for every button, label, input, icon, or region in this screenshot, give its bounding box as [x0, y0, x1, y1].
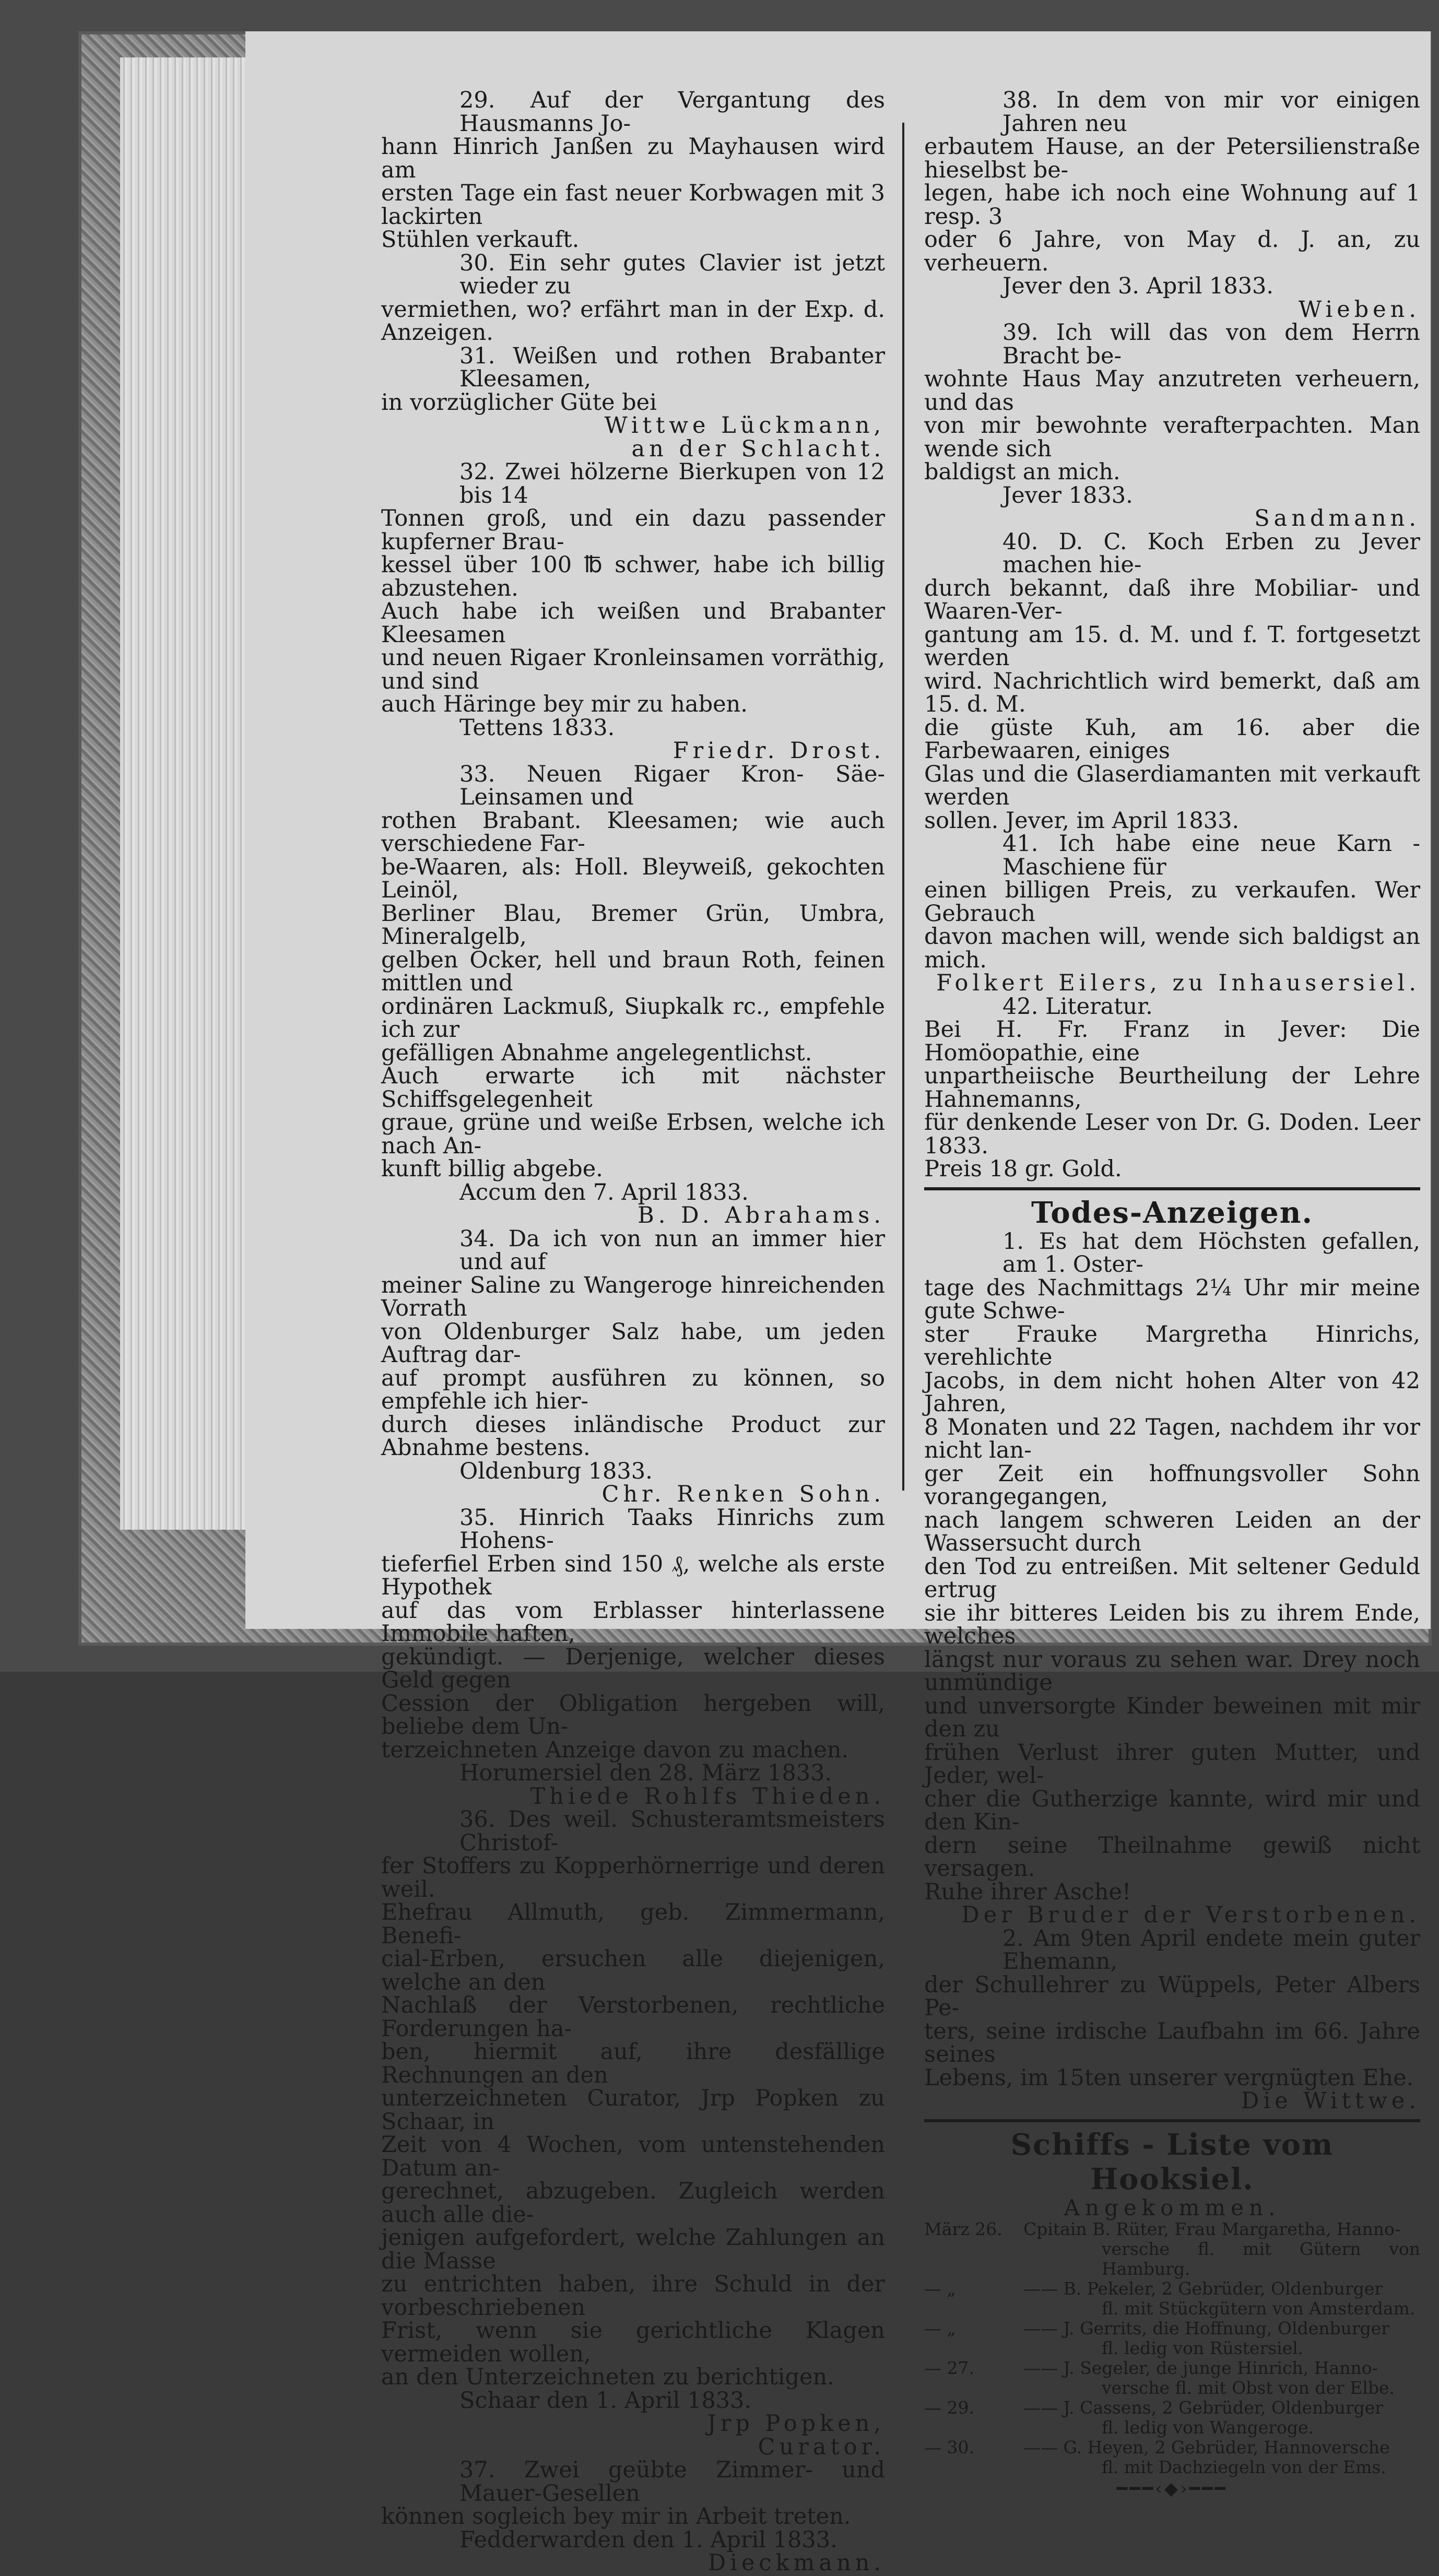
notice-line: Auch erwarte ich mit nächster Schiffsgelegenheit	[381, 1063, 885, 1113]
notice-line: sie ihr bitteres Leiden bis zu ihrem Ende, welches	[924, 1600, 1420, 1649]
notice-line: gefälligen Abnahme angelegentlichst.	[381, 1039, 812, 1066]
notice-line: Preis 18 gr. Gold.	[924, 1156, 1122, 1182]
notice-line: rothen Brabant. Kleesamen; wie auch verschiedene Far-	[381, 807, 885, 857]
notice-line: Frist, wenn sie gerichtliche Klagen vermeiden wollen,	[381, 2318, 885, 2367]
notice-line: unpartheiische Beurtheilung der Lehre Hahnemanns,	[924, 1063, 1420, 1113]
ship-entry-cont: fl. ledig von Rüstersiel.	[1102, 2338, 1304, 2358]
notice-line: gekündigt. — Derjenige, welcher dieses Geld gegen	[381, 1644, 885, 1693]
notice-line: ters, seine irdische Laufbahn im 66. Jahre seines	[924, 2018, 1420, 2067]
column-divider	[902, 123, 904, 1491]
notice-line: durch dieses inländische Product zur Abnahme bestens.	[381, 1411, 885, 1461]
notice-entry	[924, 832, 1420, 995]
notice-line: sollen. Jever, im April 1833.	[924, 807, 1240, 834]
ship-entry: Cpitain B. Rüter, Frau Margaretha, Hanno-	[1023, 2219, 1400, 2239]
notice-line: und neuen Rigaer Kronleinsamen vorräthig, und sind	[381, 645, 885, 694]
notice-line: Nachlaß der Verstorbenen, rechtliche Forderungen ha-	[381, 1992, 885, 2042]
signature: Die Wittwe.	[1241, 2088, 1420, 2114]
notice-line: von mir bewohnte verafterpachten. Man wende sich	[924, 412, 1420, 462]
notice-line: kunft billig abgebe.	[381, 1156, 603, 1182]
notice-line: 30. Ein sehr gutes Clavier ist jetzt wieder zu	[459, 250, 885, 299]
place-date: Oldenburg 1833.	[459, 1458, 653, 1484]
notice-line: Ruhe ihrer Asche!	[924, 1878, 1131, 1905]
notice-line: 29. Auf der Vergantung des Hausmanns Jo-	[459, 87, 885, 137]
ship-entry-cont: versche fl. mit Gütern von Hamburg.	[1102, 2239, 1420, 2279]
notice-line: 32. Zwei hölzerne Bierkupen von 12 bis 14	[459, 459, 885, 509]
notice-line: 39. Ich will das von dem Herrn Bracht be-	[1002, 320, 1420, 369]
ship-list	[924, 2219, 1420, 2477]
ship-list-heading: Schiffs - Liste vom Hooksiel.	[1010, 2127, 1334, 2196]
ship-date: März 26.	[924, 2219, 1002, 2239]
notice-line: Bei H. Fr. Franz in Jever: Die Homöopathie, eine	[924, 1017, 1420, 1066]
ship-entry: —— J. Segeler, de junge Hinrich, Hanno-	[1023, 2358, 1378, 2378]
notice-entry	[381, 763, 885, 1227]
ship-entry: —— J. Gerrits, die Hoffnung, Oldenburger	[1023, 2318, 1390, 2338]
notice-line: 42. Literatur.	[1002, 993, 1153, 1020]
notice-line: 34. Da ich von nun an immer hier und auf	[459, 1225, 885, 1275]
notice-line: 37. Zwei geübte Zimmer- und Mauer-Gesellen	[459, 2457, 885, 2507]
signature: Jrp Popken,	[707, 2410, 885, 2437]
notice-line: 2. Am 9ten April endete mein guter Ehemann,	[1002, 1925, 1420, 1975]
notice-line: Jacobs, in dem nicht hohen Alter von 42 Jahren,	[924, 1367, 1420, 1417]
notice-line: der Schullehrer zu Wüppels, Peter Albers Pe-	[924, 1971, 1420, 2021]
page-edges	[120, 57, 252, 1530]
ship-spacer	[924, 2418, 1023, 2438]
left-column	[381, 89, 885, 2575]
notice-line: ordinären Lackmuß, Siupkalk rc., empfehle ich zur	[381, 993, 885, 1043]
signature: Curator.	[758, 2433, 885, 2460]
notice-entry	[924, 89, 1420, 321]
notice-line: längst nur voraus zu sehen war. Drey noch unmündige	[924, 1646, 1420, 1696]
notice-entry	[381, 460, 885, 763]
notice-entry	[924, 1927, 1420, 2113]
notice-entry	[381, 1506, 885, 1809]
place-date: Fedderwarden den 1. April 1833.	[459, 2526, 838, 2553]
signature: Chr. Renken Sohn.	[601, 1481, 885, 1507]
notice-line: einen billigen Preis, zu verkaufen. Wer Gebrauch	[924, 877, 1420, 927]
notice-entry	[381, 89, 885, 252]
ship-spacer	[924, 2239, 1023, 2279]
notice-line: frühen Verlust ihrer guten Mutter, und Jeder, wel-	[924, 1739, 1420, 1789]
place-date: Jever 1833.	[1002, 482, 1133, 509]
notice-entry	[924, 530, 1420, 833]
signature: Wittwe Lückmann,	[604, 412, 885, 439]
notice-line: 31. Weißen und rothen Brabanter Kleesamen,	[459, 342, 885, 392]
ship-spacer	[924, 2378, 1023, 2398]
death-notices-heading: Todes-Anzeigen.	[1031, 1195, 1313, 1230]
notice-line: gantung am 15. d. M. und f. T. fortgesetzt werden	[924, 621, 1420, 671]
notice-line: jenigen aufgefordert, welche Zahlungen an die Masse	[381, 2225, 885, 2274]
notice-line: ersten Tage ein fast neuer Korbwagen mit 3 lackirten	[381, 180, 885, 230]
ship-spacer	[924, 2299, 1023, 2319]
notice-line: ster Frauke Margretha Hinrichs, verehlichte	[924, 1321, 1420, 1370]
notice-line: legen, habe ich noch eine Wohnung auf 1 resp. 3	[924, 180, 1420, 230]
place-date: Schaar den 1. April 1833.	[459, 2387, 752, 2414]
notice-entry	[381, 1808, 885, 2459]
ship-spacer	[924, 2457, 1023, 2477]
signature: Folkert Eilers, zu Inhausersiel.	[936, 970, 1420, 996]
notice-line: können sogleich bey mir in Arbeit treten.	[381, 2503, 851, 2530]
right-column	[924, 89, 1420, 2501]
notice-line: fer Stoffers zu Kopperhörnerrige und deren weil.	[381, 1853, 885, 1903]
notice-line: 41. Ich habe eine neue Karn - Maschiene für	[1002, 831, 1420, 880]
notice-line: tieferfiel Erben sind 150 ₰, welche als erste Hypothek	[381, 1551, 885, 1600]
notice-line: durch bekannt, daß ihre Mobiliar- und Waaren-Ver-	[924, 575, 1420, 624]
notice-line: 40. D. C. Koch Erben zu Jever machen hie-	[1002, 528, 1420, 578]
section-rule	[924, 2119, 1420, 2122]
ship-date: — „	[924, 2318, 956, 2338]
notice-entry	[381, 252, 885, 345]
place-date: Horumersiel den 28. März 1833.	[459, 1760, 832, 1786]
notice-entry	[924, 995, 1420, 1181]
notice-entry	[381, 2459, 885, 2575]
notice-line: wohnte Haus May anzutreten verheuern, und das	[924, 366, 1420, 416]
notice-line: in vorzüglicher Güte bei	[381, 389, 657, 416]
notice-line: nach langem schweren Leiden an der Wassersucht durch	[924, 1507, 1420, 1556]
signature: Dieckmann.	[707, 2550, 885, 2576]
ship-date: — 30.	[924, 2437, 974, 2457]
notice-line: für denkende Leser von Dr. G. Doden. Leer 1833.	[924, 1109, 1420, 1159]
notice-line: 38. In dem von mir vor einigen Jahren neu	[1002, 87, 1420, 137]
notice-line: zu entrichten haben, ihre Schuld in der vorbeschriebenen	[381, 2271, 885, 2321]
notice-line: Stühlen verkauft.	[381, 227, 580, 253]
notice-line: cial-Erben, ersuchen alle diejenigen, welche an den	[381, 1946, 885, 1995]
notice-line: 33. Neuen Rigaer Kron- Säe-Leinsamen und	[459, 761, 885, 810]
notice-entry	[381, 342, 885, 462]
notice-line: an den Unterzeichneten zu berichtigen.	[381, 2364, 834, 2390]
notice-line: dern seine Theilnahme gewiß nicht versagen.	[924, 1832, 1420, 1882]
notice-line: den Tod zu entreißen. Mit seltener Geduld ertrug	[924, 1553, 1420, 1603]
notice-line: auf das vom Erblasser hinterlassene Immobile haften,	[381, 1597, 885, 1647]
notice-line: be-Waaren, als: Holl. Bleyweiß, gekochten Leinöl,	[381, 854, 885, 903]
place-date: Jever den 3. April 1833.	[1002, 273, 1274, 299]
notice-line: baldigst an mich.	[924, 459, 1120, 485]
ship-date: — 27.	[924, 2358, 974, 2378]
notice-line: graue, grüne und weiße Erbsen, welche ich nach An-	[381, 1109, 885, 1159]
signature: Der Bruder der Verstorbenen.	[961, 1902, 1420, 1928]
notice-entry	[924, 1230, 1420, 1927]
notice-line: Tonnen groß, und ein dazu passender kupferner Brau-	[381, 505, 885, 555]
notice-line: tage des Nachmittags 2¼ Uhr mir meine gute Schwe-	[924, 1274, 1420, 1324]
notice-line: Cession der Obligation hergeben will, beliebe dem Un-	[381, 1690, 885, 1740]
notice-line: und unversorgte Kinder beweinen mit mir den zu	[924, 1693, 1420, 1742]
ship-date: — „	[924, 2278, 956, 2299]
signature: an der Schlacht.	[631, 435, 885, 462]
notice-line: unterzeichneten Curator, Jrp Popken zu Schaar, in	[381, 2085, 885, 2135]
notice-line: 1. Es hat dem Höchsten gefallen, am 1. Oster-	[1002, 1228, 1420, 1278]
section-rule	[924, 1187, 1420, 1190]
notice-entry	[381, 1227, 885, 1506]
notice-line: davon machen will, wende sich baldigst an mich.	[924, 924, 1420, 973]
place-date: Accum den 7. April 1833.	[459, 1179, 749, 1206]
ship-entry-cont: fl. mit Dachziegeln von der Ems.	[1102, 2457, 1386, 2477]
ship-list-subheading: Angekommen.	[1064, 2194, 1281, 2220]
end-ornament: ━━━‹◆›━━━	[1116, 2478, 1228, 2499]
notice-line: 8 Monaten und 22 Tagen, nachdem ihr vor nicht lan-	[924, 1414, 1420, 1463]
ship-entry-cont: versche fl. mit Obst von der Elbe.	[1102, 2378, 1395, 2398]
ship-entry-cont: fl. mit Stückgütern von Amsterdam.	[1102, 2298, 1416, 2319]
notice-line: Ehefrau Allmuth, geb. Zimmermann, Benefi-	[381, 1899, 885, 1949]
ship-entry: —— G. Heyen, 2 Gebrüder, Hannoversche	[1023, 2437, 1390, 2457]
signature: Wieben.	[1299, 296, 1420, 323]
signature: Friedr. Drost.	[673, 738, 885, 764]
notice-line: Zeit von 4 Wochen, vom untenstehenden Datum an-	[381, 2132, 885, 2181]
ship-entry-cont: fl. ledig von Wangeroge.	[1102, 2417, 1314, 2438]
ship-date: — 29.	[924, 2397, 974, 2418]
notice-line: terzeichneten Anzeige davon zu machen.	[381, 1736, 849, 1763]
notice-line: meiner Saline zu Wangeroge hinreichenden Vorrath	[381, 1272, 885, 1321]
notice-line: kessel über 100 ℔ schwer, habe ich billig abzustehen.	[381, 552, 885, 601]
notice-line: Glas und die Glaserdiamanten mit verkauft werden	[924, 761, 1420, 810]
notice-line: 36. Des weil. Schusteramtsmeisters Christof-	[459, 1806, 885, 1856]
notice-entry	[924, 321, 1420, 530]
notice-line: gerechnet, abzugeben. Zugleich werden auch alle die-	[381, 2178, 885, 2228]
notice-line: cher die Gutherzige kannte, wird mir und den Kin-	[924, 1786, 1420, 1835]
notice-line: Lebens, im 15ten unserer vergnügten Ehe.	[924, 2064, 1414, 2091]
signature: Thiede Rohlfs Thieden.	[530, 1783, 885, 1810]
notice-line: ben, hiermit auf, ihre desfällige Rechnungen an den	[381, 2039, 885, 2088]
ship-entry: —— J. Cassens, 2 Gebrüder, Oldenburger	[1023, 2397, 1384, 2418]
notice-line: Berliner Blau, Bremer Grün, Umbra, Mineralgelb,	[381, 900, 885, 950]
notice-line: 35. Hinrich Taaks Hinrichs zum Hohens-	[459, 1504, 885, 1554]
notice-line: hann Hinrich Janßen zu Mayhausen wird am	[381, 134, 885, 183]
notice-line: wird. Nachrichtlich wird bemerkt, daß am 15. d. M.	[924, 668, 1420, 717]
notice-line: auch Häringe bey mir zu haben.	[381, 691, 748, 717]
place-date: Tettens 1833.	[459, 714, 615, 741]
ship-entry: —— B. Pekeler, 2 Gebrüder, Oldenburger	[1023, 2278, 1383, 2299]
notice-line: vermiethen, wo? erfährt man in der Exp. d. Anzeigen.	[381, 296, 885, 346]
ship-spacer	[924, 2338, 1023, 2358]
notice-line: die güste Kuh, am 16. aber die Farbewaaren, einiges	[924, 714, 1420, 764]
notice-line: ger Zeit ein hoffnungsvoller Sohn vorangegangen,	[924, 1460, 1420, 1510]
signature: B. D. Abrahams.	[638, 1202, 885, 1228]
notice-line: gelben Ocker, hell und braun Roth, feinen mittlen und	[381, 947, 885, 996]
notice-line: erbautem Hause, an der Petersilienstraße hieselbst be-	[924, 134, 1420, 183]
notice-line: auf prompt ausführen zu können, so empfehle ich hier-	[381, 1365, 885, 1414]
notice-line: Auch habe ich weißen und Brabanter Kleesamen	[381, 598, 885, 648]
notice-line: von Oldenburger Salz habe, um jeden Auftrag dar-	[381, 1318, 885, 1368]
signature: Sandmann.	[1254, 505, 1420, 531]
notice-line: oder 6 Jahre, von May d. J. an, zu verheuern.	[924, 227, 1420, 276]
